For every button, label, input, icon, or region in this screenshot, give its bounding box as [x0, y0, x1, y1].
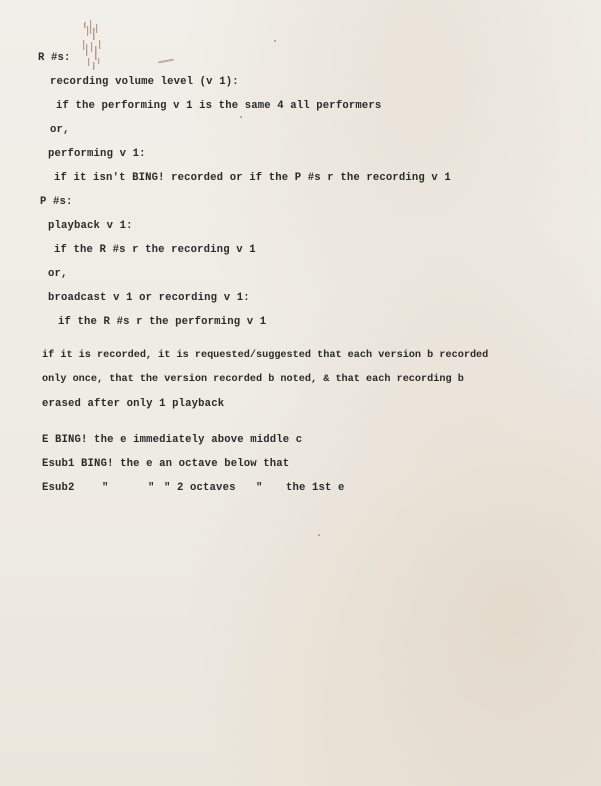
text-line: if the performing v 1 is the same 4 all performers: [56, 100, 382, 112]
text-line: or,: [48, 268, 68, 280]
paragraph-line: if it is recorded, it is requested/suggested that each version b recorded: [42, 350, 489, 361]
ditto-mark: ": [102, 482, 109, 494]
ditto-mark: ": [148, 482, 155, 494]
text-fragment: " 2 octaves: [164, 482, 236, 494]
text-line: broadcast v 1 or recording v 1:: [48, 292, 250, 304]
text-fragment: the 1st e: [286, 482, 345, 494]
pink-pencil-mark: [158, 59, 174, 64]
ink-smudge-mark: [74, 18, 114, 74]
text-line: if the R #s r the recording v 1: [54, 244, 256, 256]
paper-speck: [318, 534, 320, 536]
text-line: recording volume level (v 1):: [50, 76, 239, 88]
text-line: R #s:: [38, 52, 71, 64]
text-line: Esub1 BING! the e an octave below that: [42, 458, 290, 470]
text-line: P #s:: [40, 196, 73, 208]
text-line: performing v 1:: [48, 148, 146, 160]
ditto-mark: ": [256, 482, 263, 494]
text-line: E BING! the e immediately above middle c: [42, 434, 303, 446]
paragraph-line: only once, that the version recorded b noted, & that each recording b: [42, 374, 464, 385]
text-line: if it isn't BING! recorded or if the P #s r the recording v 1: [54, 172, 451, 184]
paragraph-line: erased after only 1 playback: [42, 398, 225, 410]
table-label: Esub2: [42, 482, 75, 494]
text-line: if the R #s r the performing v 1: [58, 316, 267, 328]
text-line: playback v 1:: [48, 220, 133, 232]
paper-speck: [274, 40, 276, 42]
paper-speck: [240, 116, 242, 118]
text-line: or,: [50, 124, 70, 136]
